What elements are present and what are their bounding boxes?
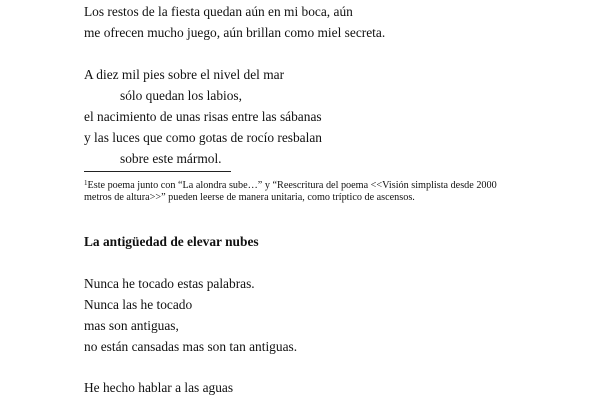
poem-line: mas son antiguas, [84,318,179,333]
footnote-line: metros de altura>>” pueden leerse de manera unitaria, como tríptico de ascensos. [84,192,415,203]
poem-line: Nunca las he tocado [84,297,193,312]
poem-line: Nunca he tocado estas palabras. [84,276,255,291]
footnote-marker: 1 [84,179,88,187]
poem-line: Los restos de la fiesta quedan aún en mi boca, aún [84,4,353,19]
poem-line-indented: sólo quedan los labios, [120,88,242,103]
footnote-text [84,180,497,192]
poem-line: He hecho hablar a las aguas [84,380,234,395]
footnote-line: Este poema junto con “La alondra sube…” y “Reescritura del poema <<Visión simplista desde 2000 [87,180,497,191]
poem-title: La antigüedad de elevar nubes [84,234,259,249]
poem-line: me ofrecen mucho juego, aún brillan como miel secreta. [84,25,386,40]
poem-line: no están cansadas mas son tan antiguas. [84,339,298,354]
poem-line: y las luces que como gotas de rocío resbalan [84,130,322,145]
poem-line: A diez mil pies sobre el nivel del mar [84,67,285,82]
poem-line: el nacimiento de unas risas entre las sábanas [84,109,322,124]
footnote-separator [84,171,231,172]
poem-line-indented: sobre este mármol. [120,151,222,166]
